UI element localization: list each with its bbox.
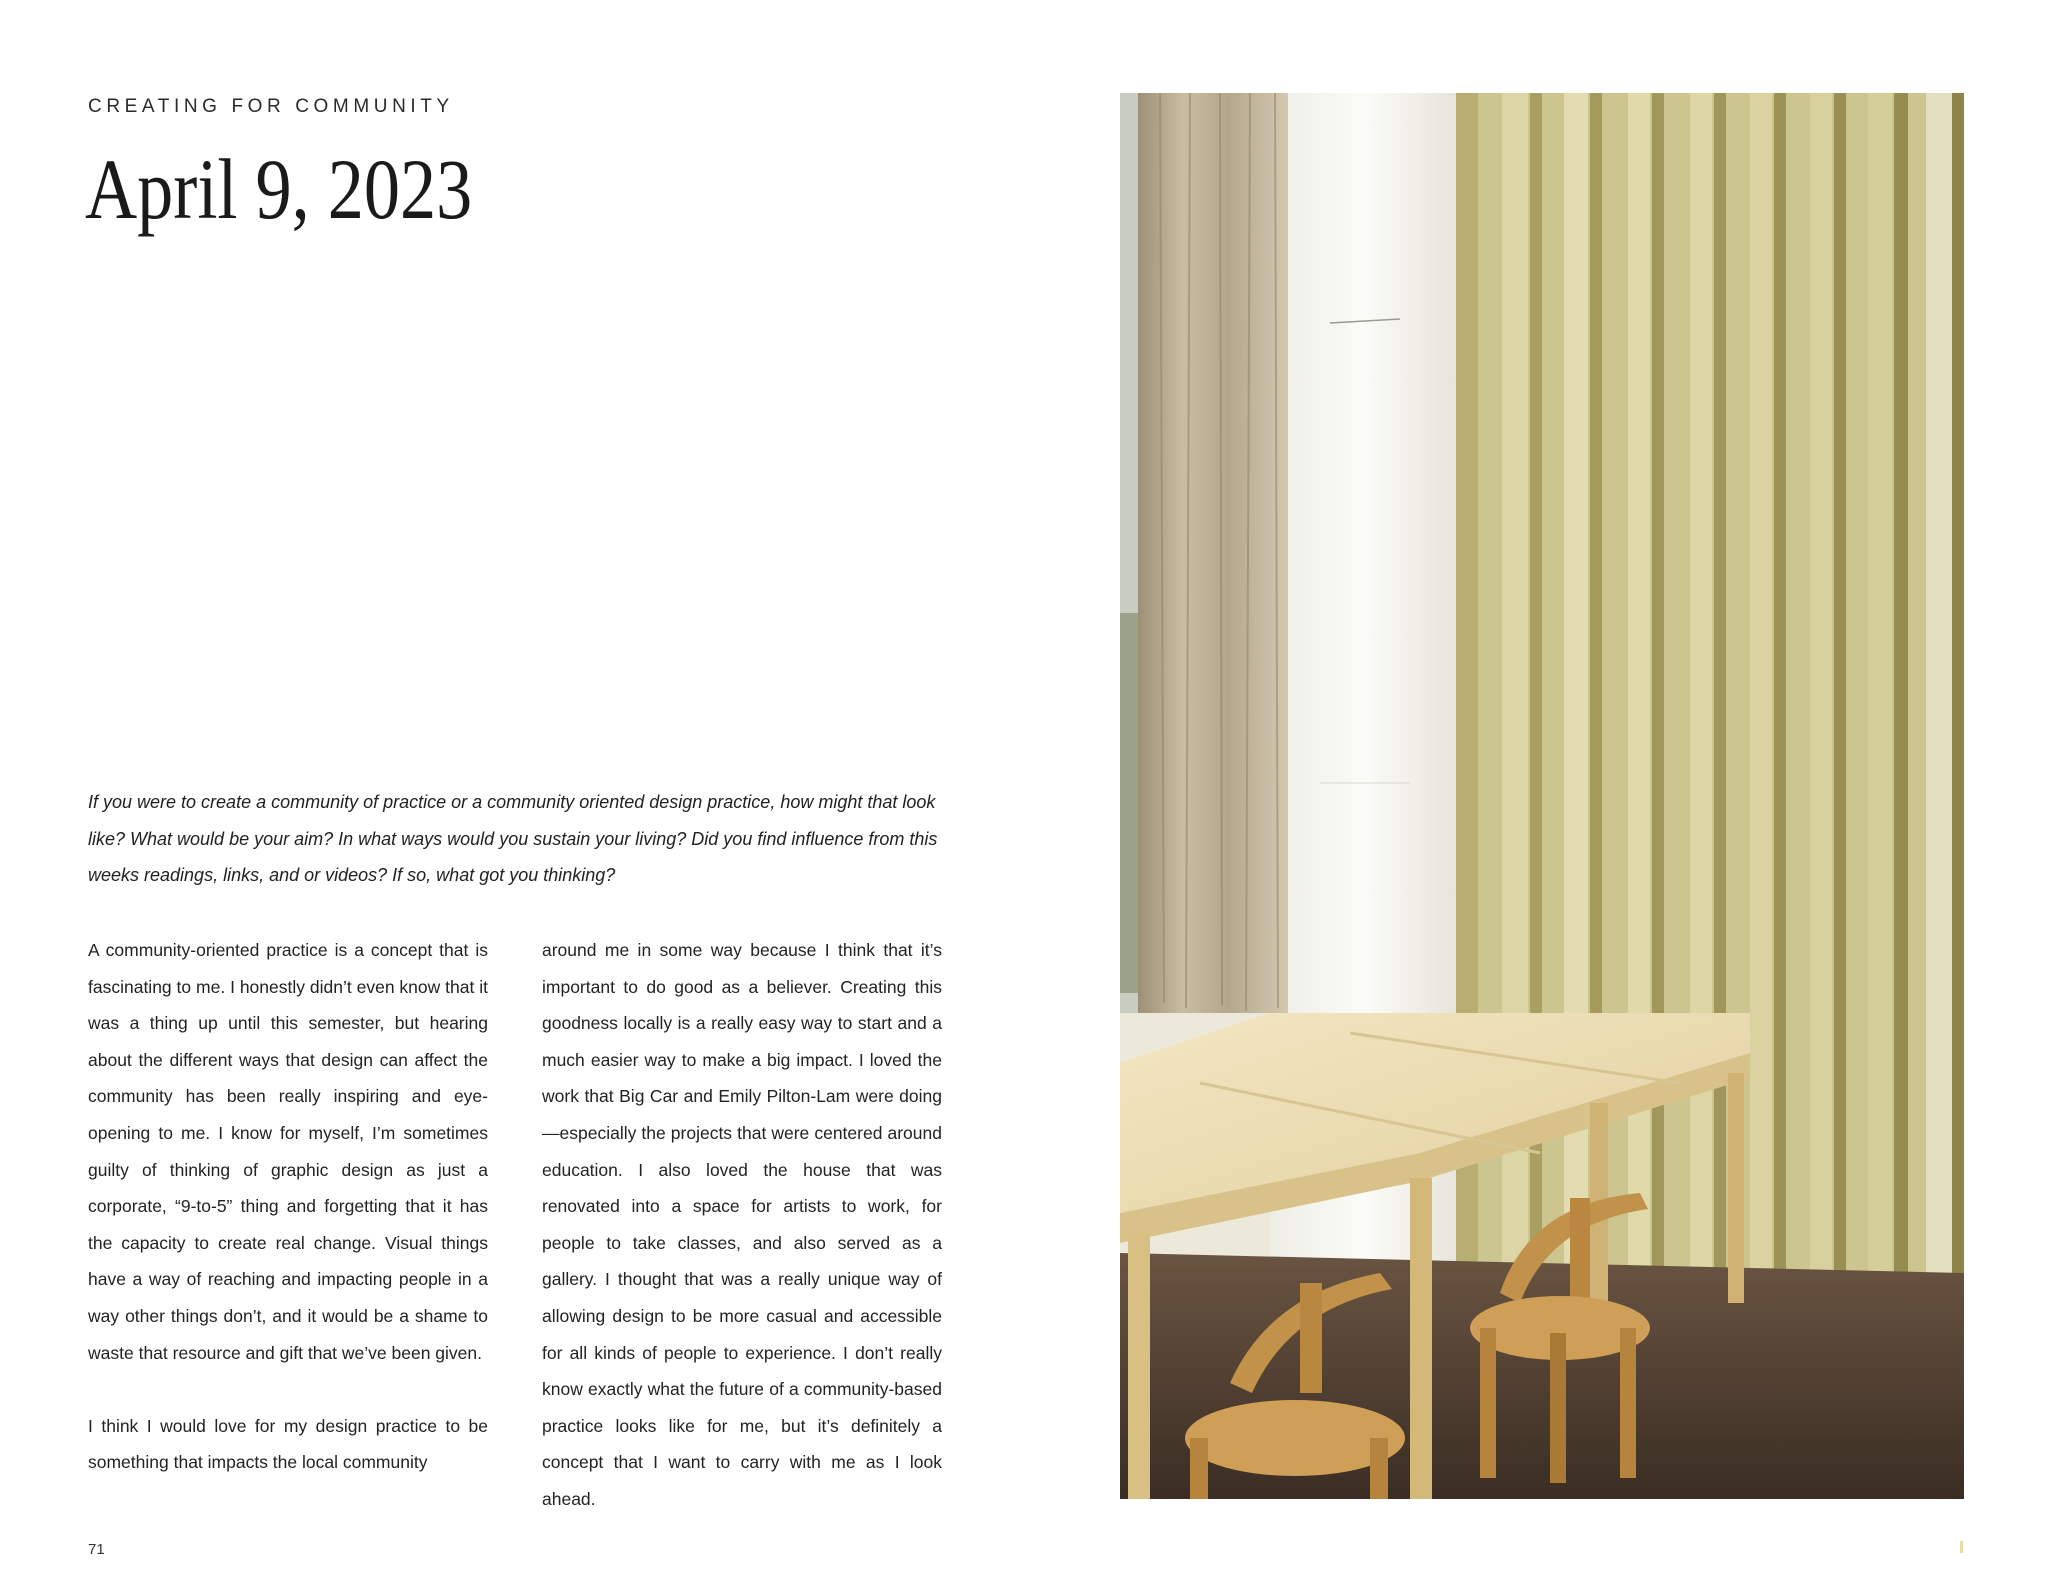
- prompt-question: If you were to create a community of practice or a community oriented design practice, how might that look like? What would be your aim? In what ways would you sustain your living? Did you find influence from this weeks readings, links, and or videos? If so, what got you thinking?: [88, 792, 938, 885]
- body-paragraph: A community-oriented practice is a concept that is fascinating to me. I honestly didn’t even know that it was a thing up until this semester, but hearing about the different ways that design can affect the community has been really inspiring and eye-opening to me. I know for myself, I’m sometimes guilty of thinking of graphic design as just a corporate, “9-to-5” thing and forgetting that it has the capacity to create real change. Visual things have a way of reaching and impacting people in a way other things don’t, and it would be a shame to waste that resource and gift that we’ve been given.: [88, 940, 488, 1363]
- page-number: 71: [88, 1541, 105, 1558]
- body-column-2: [542, 932, 942, 1518]
- page-title-date: April 9, 2023: [85, 141, 473, 237]
- room-photo-illustration: [1120, 93, 1964, 1499]
- section-label: CREATING FOR COMMUNITY: [88, 96, 454, 117]
- article-column: [85, 0, 942, 1582]
- body-paragraph: I think I would love for my design practice to be something that impacts the local community: [88, 1415, 488, 1473]
- corner-mark: [1960, 1541, 1963, 1553]
- room-photo: [1120, 93, 1964, 1499]
- body-column-1: [88, 932, 488, 1481]
- body-paragraph: around me in some way because I think that it’s important to do good as a believer. Creating this goodness locally is a really easy way to start and a much easier way to make a big impact. I loved the work that Big Car and Emily Pilton-Lam were doing—especially the projects that were centered around education. I also loved the house that was renovated into a space for artists to work, for people to take classes, and also served as a gallery. I thought that was a really unique way of allowing design to be more casual and accessible for all kinds of people to experience. I don’t really know exactly what the future of a community-based practice looks like for me, but it’s definitely a concept that I want to carry with me as I look ahead.: [542, 940, 942, 1509]
